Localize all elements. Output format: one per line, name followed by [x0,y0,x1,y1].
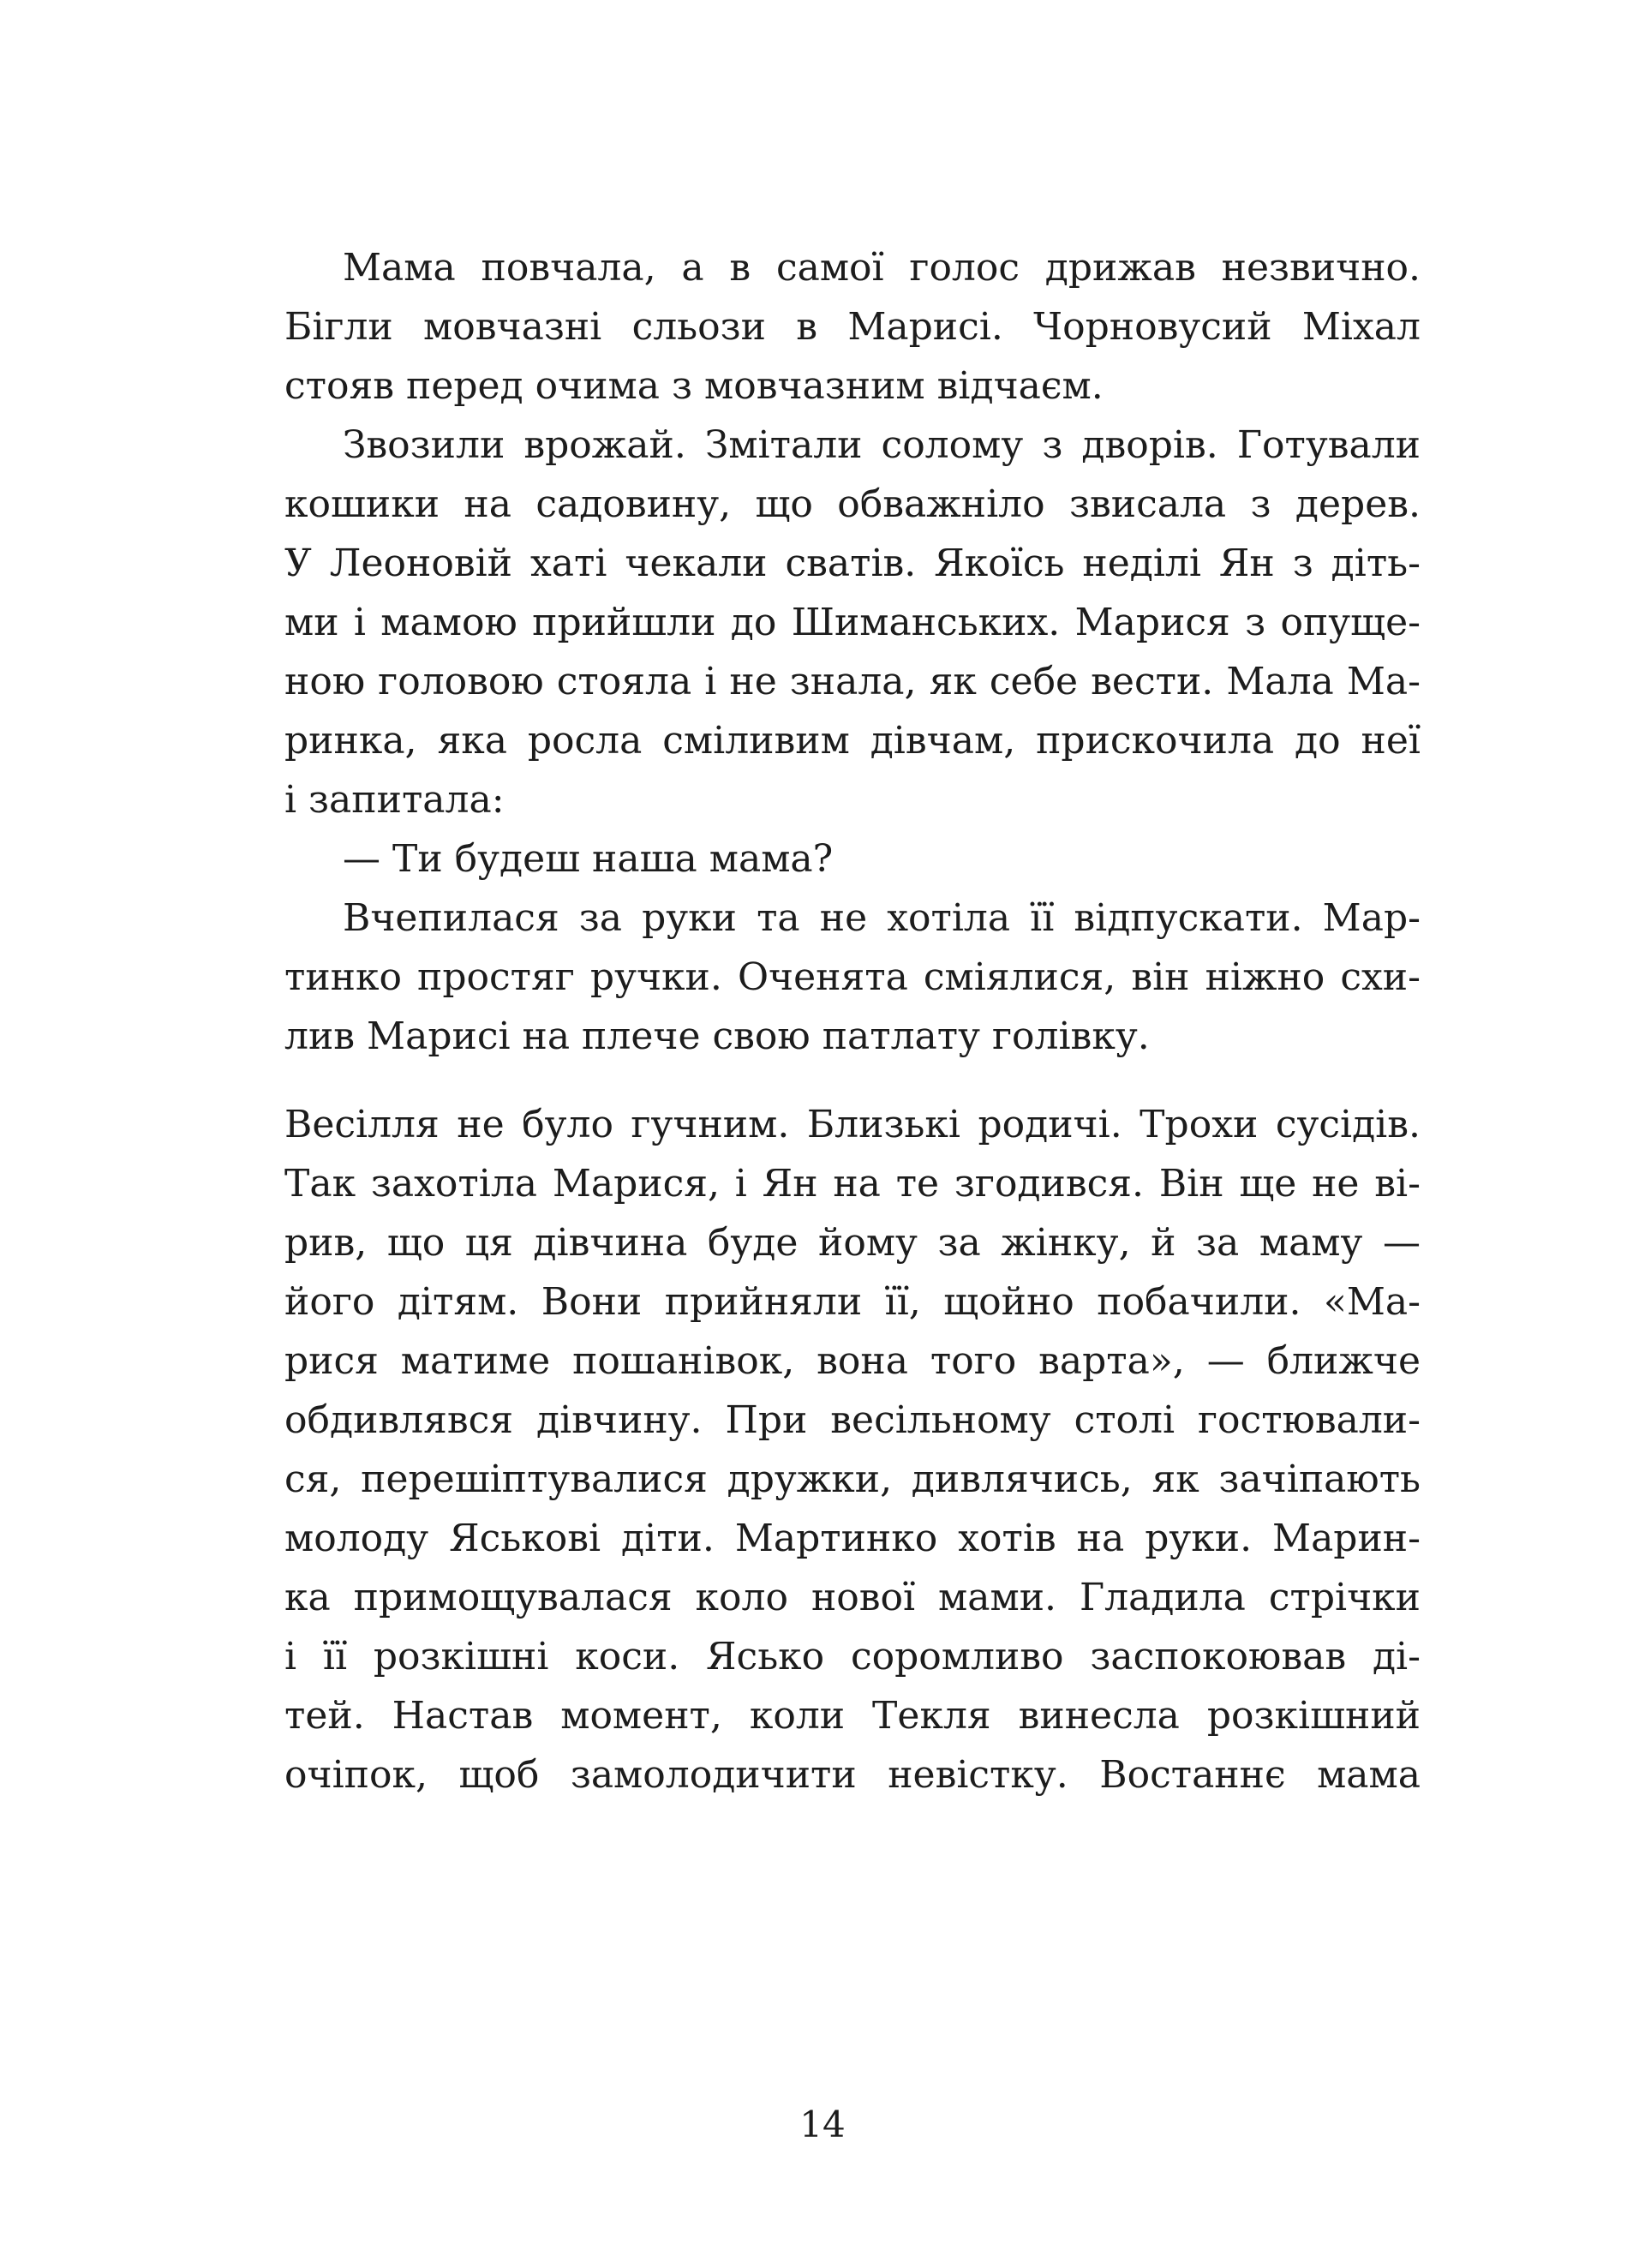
text-line: ми і мамою прийшли до Шиманських. Марися з опуще- [284,601,1421,644]
text-line: Весілля не було гучним. Близькі родичі. Трохи сусідів. [284,1103,1421,1146]
text-line: ринка, яка росла сміливим дівчам, прискочила до неї [284,719,1421,763]
text-line: Так захотіла Марися, і Ян на те згодився. Він ще не ві- [284,1162,1421,1206]
text-line: обдивлявся дівчину. При весільному столі гостювали- [284,1398,1421,1442]
text-line: молоду Яськові діти. Мартинко хотів на руки. Марин- [284,1517,1421,1560]
text-line: очіпок, щоб замолодичити невістку. Востаннє мама [284,1753,1421,1797]
text-line: ка примощувалася коло нової мами. Гладила стрічки [284,1576,1421,1619]
section-break [284,1066,1421,1095]
paragraph [284,1095,1421,1804]
paragraph [284,416,1421,829]
text-line: ся, перешіптувалися дружки, дивлячись, як зачіпають [284,1457,1421,1501]
text-line: рив, що ця дівчина буде йому за жінку, й за маму — [284,1221,1421,1265]
text-line: тинко простяг ручки. Оченята сміялися, він ніжно схи- [284,955,1421,999]
text-line: Бігли мовчазні сльози в Марисі. Чорновусий Міхал [284,305,1421,349]
text-line: Вчепилася за руки та не хотіла її відпускати. Мар- [343,896,1421,940]
page-number: 14 [799,2103,846,2145]
body-text [284,238,1421,1804]
text-line: Звозили врожай. Змітали солому з дворів. Готували [343,423,1421,467]
paragraph [284,889,1421,1066]
text-line: кошики на садовину, що обважніло звисала з дерев. [284,482,1421,526]
text-line: ною головою стояла і не знала, як себе вести. Мала Ма- [284,660,1421,703]
text-line: рися матиме пошанівок, вона того варта», — ближче [284,1339,1421,1383]
text-line: У Леоновій хаті чекали сватів. Якоїсь неділі Ян з діть- [284,542,1421,585]
text-line: — Ти будеш наша мама? [343,837,834,881]
text-line: стояв перед очима з мовчазним відчаєм. [284,364,1104,408]
text-line: і запитала: [284,778,505,822]
text-line: лив Марисі на плече свою патлату голівку. [284,1014,1150,1058]
text-line: його дітям. Вони прийняли її, щойно побачили. «Ма- [284,1280,1421,1324]
dialogue-paragraph [284,829,1421,889]
text-line: тей. Настав момент, коли Текля винесла розкішний [284,1694,1421,1738]
paragraph [284,238,1421,416]
text-line: і її розкішні коси. Ясько соромливо заспокоював ді- [284,1635,1421,1679]
text-line: Мама повчала, а в самої голос дрижав незвично. [343,246,1421,290]
